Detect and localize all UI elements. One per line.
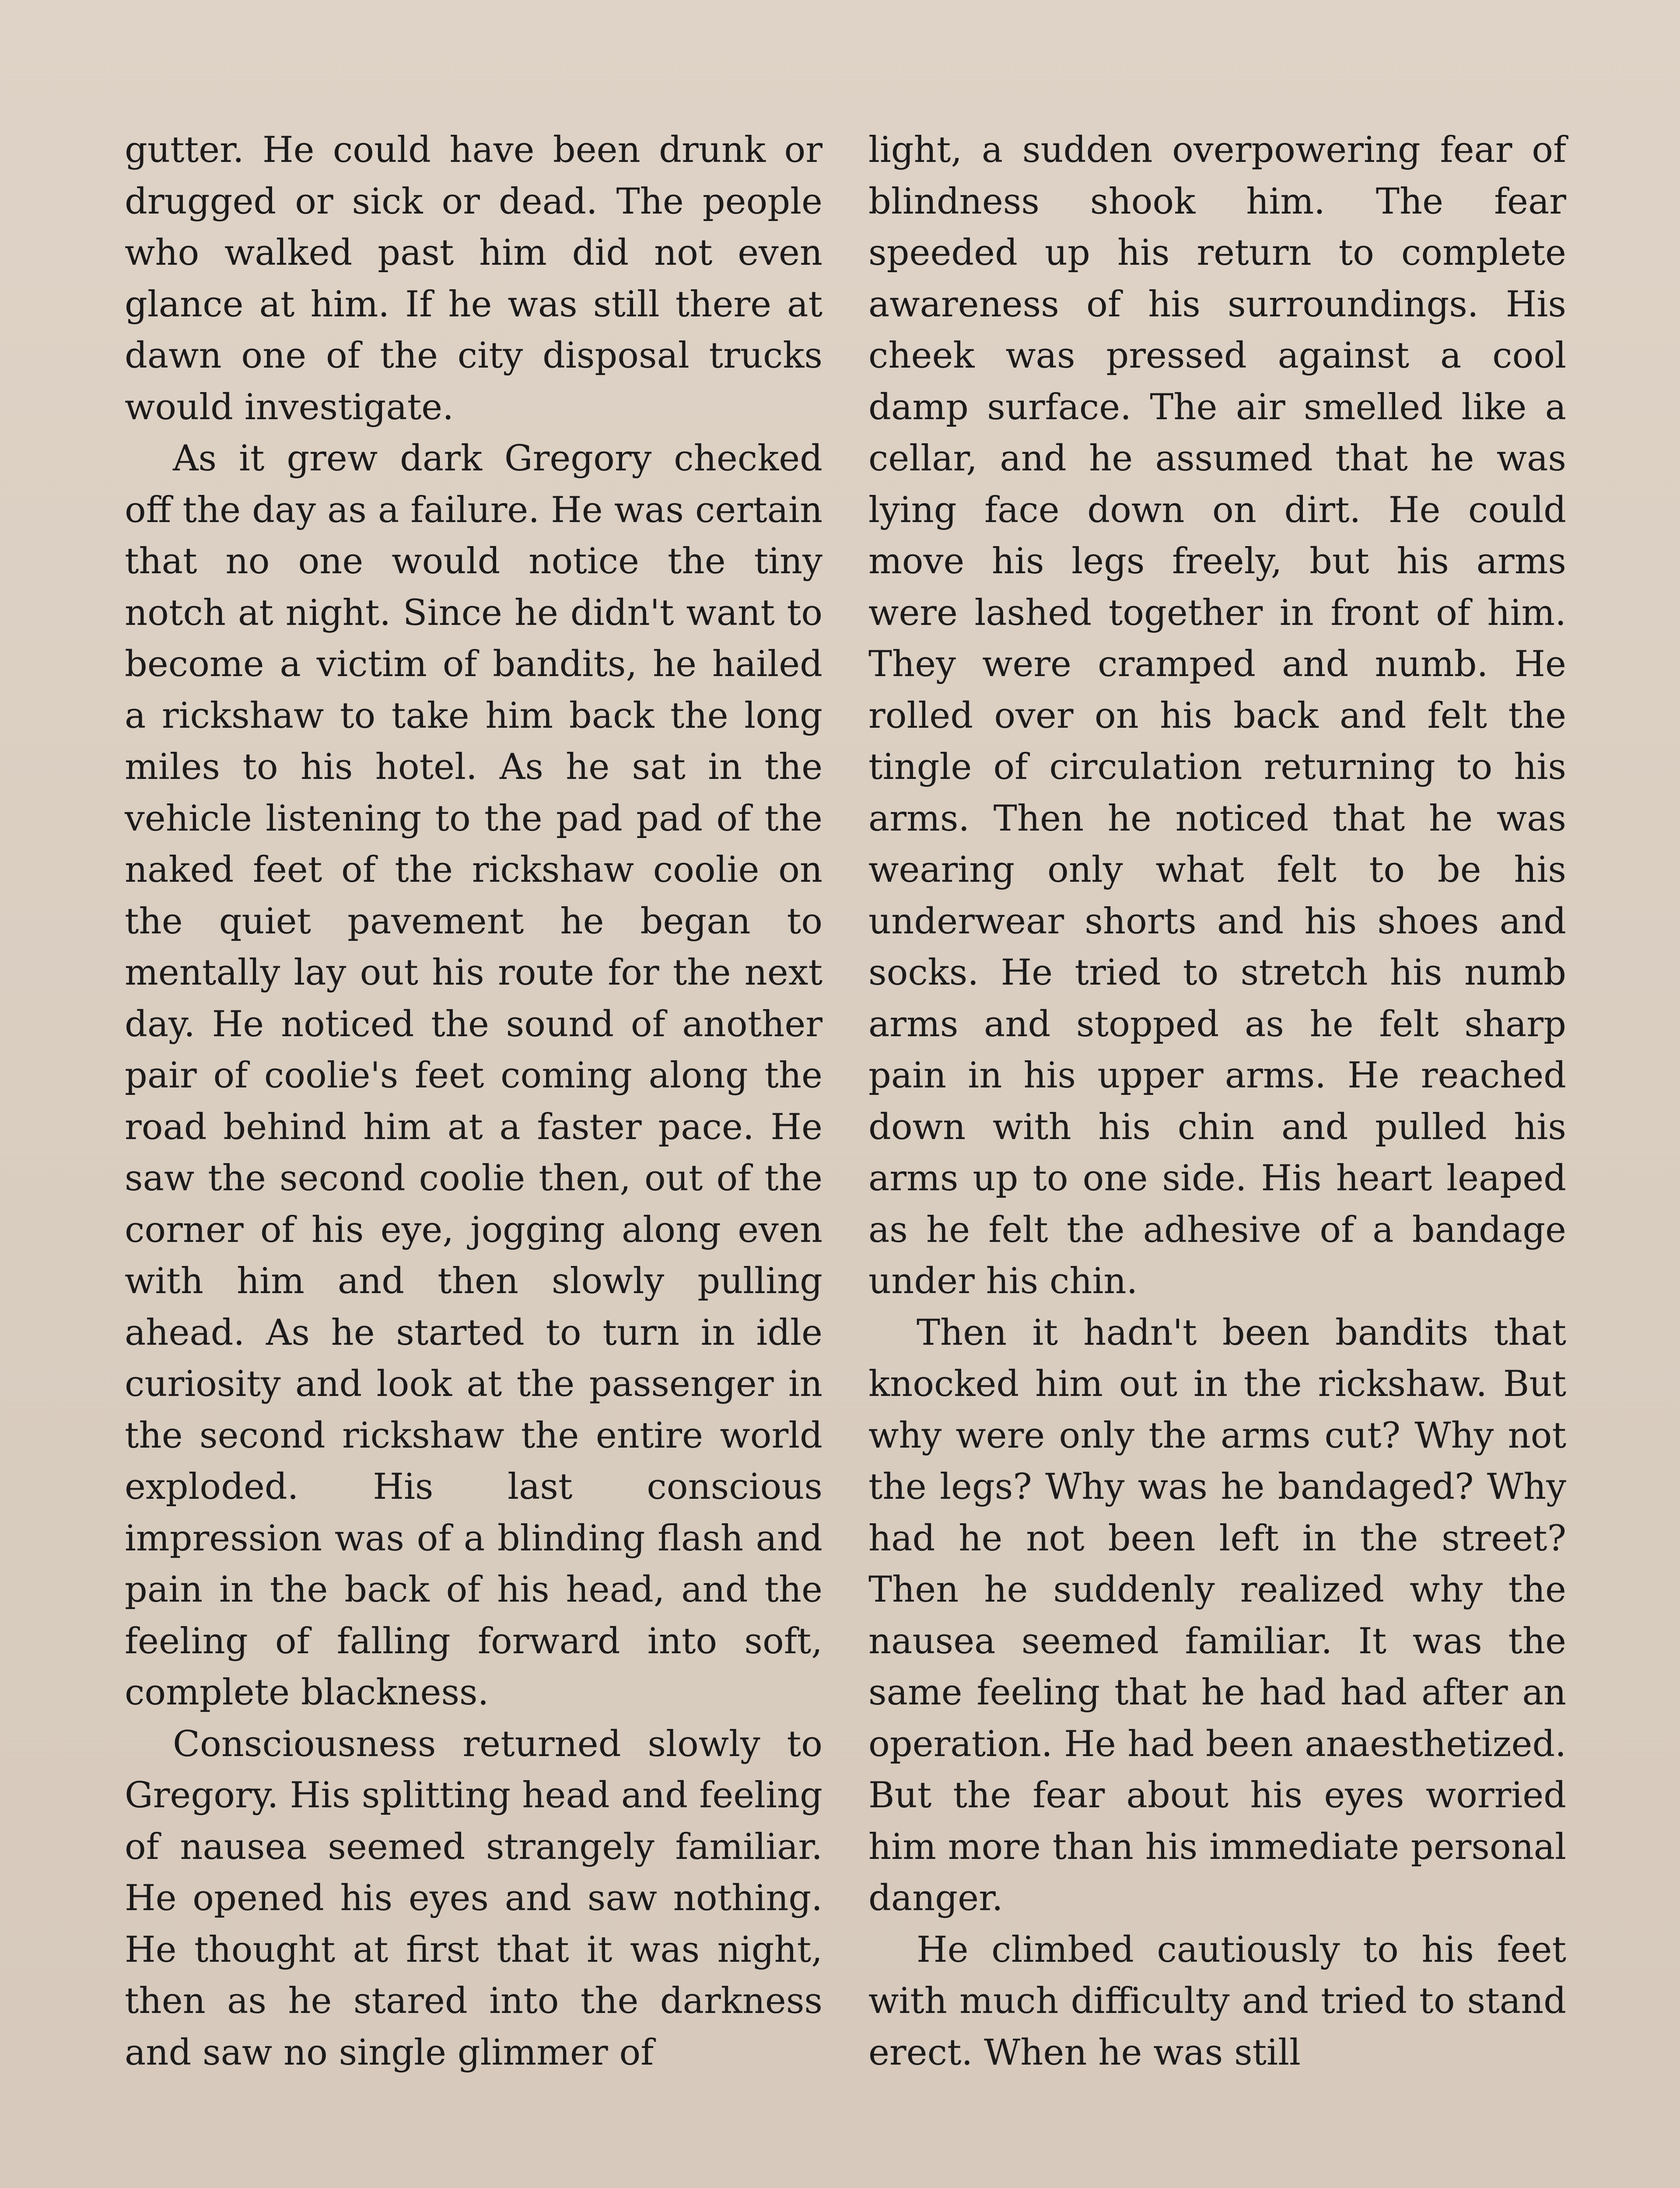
right-paragraph-3: He climbed cautiously to his feet with much difficulty and tried to stand erect. When he was still bbox=[868, 1929, 1566, 2073]
right-paragraph-2: Then it hadn't been bandits that knocked him out in the rickshaw. But why were only the arms cut? Why not the legs? Why was he bandaged? Why had he not been left in the street? Then he suddenly realized why the nausea seemed familiar. It was the same feeling that he had had after an operation. He had been anaesthetized. But the fear about his eyes worried him more than his immediate personal danger. bbox=[868, 1312, 1566, 1919]
left-column bbox=[125, 125, 822, 2079]
left-paragraph-1: gutter. He could have been drunk or drugged or sick or dead. The people who walked past him did not even glance at him. If he was still there at dawn one of the city disposal trucks would investigate. bbox=[125, 130, 822, 428]
right-paragraph-1: light, a sudden overpowering fear of blindness shook him. The fear speeded up his return to complete awareness of his surroundings. His cheek was pressed against a cool damp surface. The air smelled like a cellar, and he assumed that he was lying face down on dirt. He could move his legs freely, but his arms were lashed together in front of him. They were cramped and numb. He rolled over on his back and felt the tingle of circulation returning to his arms. Then he noticed that he was wearing only what felt to be his underwear shorts and his shoes and socks. He tried to stretch his numb arms and stopped as he felt sharp pain in his upper arms. He reached down with his chin and pulled his arms up to one side. His heart leaped as he felt the adhesive of a bandage under his chin. bbox=[868, 130, 1566, 1302]
left-paragraph-2: As it grew dark Gregory checked off the day as a failure. He was certain that no one would notice the tiny notch at night. Since he didn't want to become a victim of bandits, he hailed a rickshaw to take him back the long miles to his hotel. As he sat in the vehicle listening to the pad pad of the naked feet of the rickshaw coolie on the quiet pavement he began to mentally lay out his route for the next day. He noticed the sound of another pair of coolie's feet coming along the road behind him at a faster pace. He saw the second coolie then, out of the corner of his eye, jogging along even with him and then slowly pulling ahead. As he started to turn in idle curiosity and look at the passenger in the second rickshaw the entire world exploded. His last conscious impression was of a blinding flash and pain in the back of his head, and the feeling of falling forward into soft, complete blackness. bbox=[125, 438, 822, 1713]
right-column bbox=[868, 125, 1566, 2079]
left-paragraph-3: Consciousness returned slowly to Gregory. His splitting head and feeling of nausea seemed strangely familiar. He opened his eyes and saw nothing. He thought at first that it was night, then as he stared into the darkness and saw no single glimmer of bbox=[125, 1723, 822, 2073]
